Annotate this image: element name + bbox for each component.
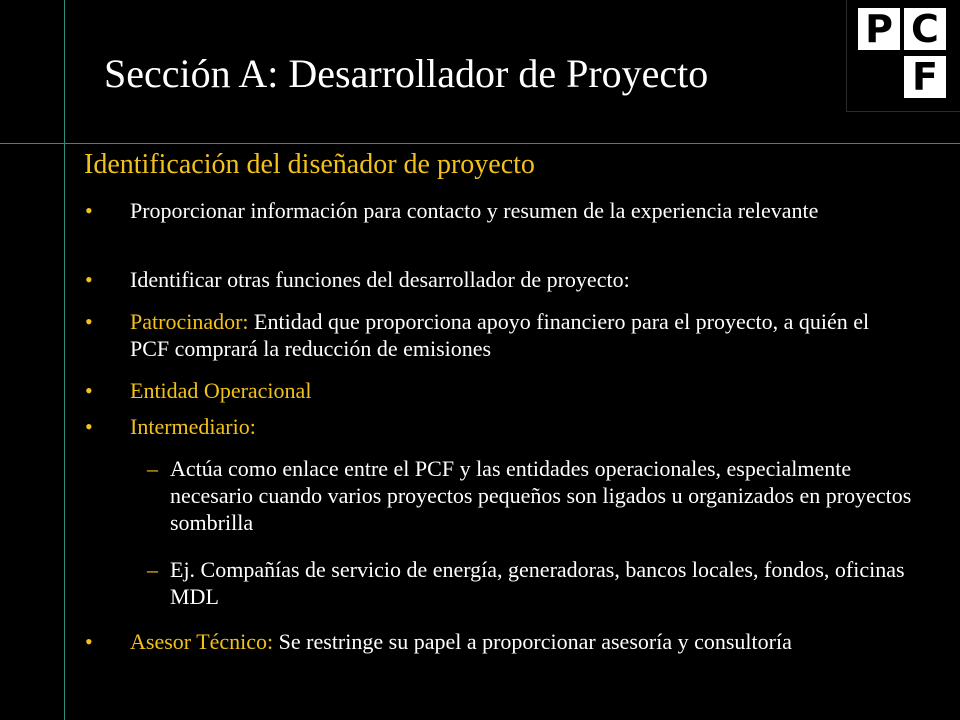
horizontal-rule — [0, 143, 960, 144]
bullet-text: Proporcionar información para contacto y resumen de la experiencia relevante — [130, 198, 819, 223]
section-heading: Identificación del diseñador de proyecto — [84, 149, 535, 180]
dash-marker: – — [147, 557, 158, 582]
sub-bullet-text: Actúa como enlace entre el PCF y las entidades operacionales, especialmente necesario cuando varios proyectos pequeños son ligados u organizados en proyectos sombrilla — [170, 456, 912, 535]
bullet-marker: • — [85, 267, 93, 292]
logo-letter-f: F — [904, 56, 946, 98]
bullet-marker: • — [85, 309, 93, 334]
sub-bullet-item — [147, 455, 920, 536]
vertical-rule — [64, 0, 65, 720]
bullet-text: Se restringe su papel a proporcionar asesoría y consultoría — [273, 629, 792, 654]
bullet-lead-term: Entidad Operacional — [130, 378, 312, 403]
bullet-item — [85, 266, 910, 293]
sub-bullet-item — [147, 556, 920, 610]
pcf-logo — [846, 0, 960, 112]
bullet-marker: • — [85, 198, 93, 223]
dash-marker: – — [147, 456, 158, 481]
bullet-item — [85, 308, 910, 362]
bullet-item — [85, 377, 910, 404]
bullet-lead-term: Patrocinador: — [130, 309, 249, 334]
bullet-item — [85, 197, 910, 224]
logo-letter-p: P — [858, 8, 900, 50]
bullet-marker: • — [85, 629, 93, 654]
bullet-marker: • — [85, 414, 93, 439]
bullet-lead-term: Intermediario: — [130, 414, 256, 439]
bullet-text: Entidad que proporciona apoyo financiero para el proyecto, a quién el PCF comprará la reducción de emisiones — [130, 309, 870, 361]
logo-letter-c: C — [904, 8, 946, 50]
bullet-marker: • — [85, 378, 93, 403]
slide-title: Sección A: Desarrollador de Proyecto — [104, 51, 709, 96]
bullet-item — [85, 413, 910, 440]
sub-bullet-text: Ej. Compañías de servicio de energía, generadoras, bancos locales, fondos, oficinas MDL — [170, 557, 905, 609]
bullet-item — [85, 628, 910, 655]
bullet-lead-term: Asesor Técnico: — [130, 629, 274, 654]
bullet-text: Identificar otras funciones del desarrollador de proyecto: — [130, 267, 630, 292]
